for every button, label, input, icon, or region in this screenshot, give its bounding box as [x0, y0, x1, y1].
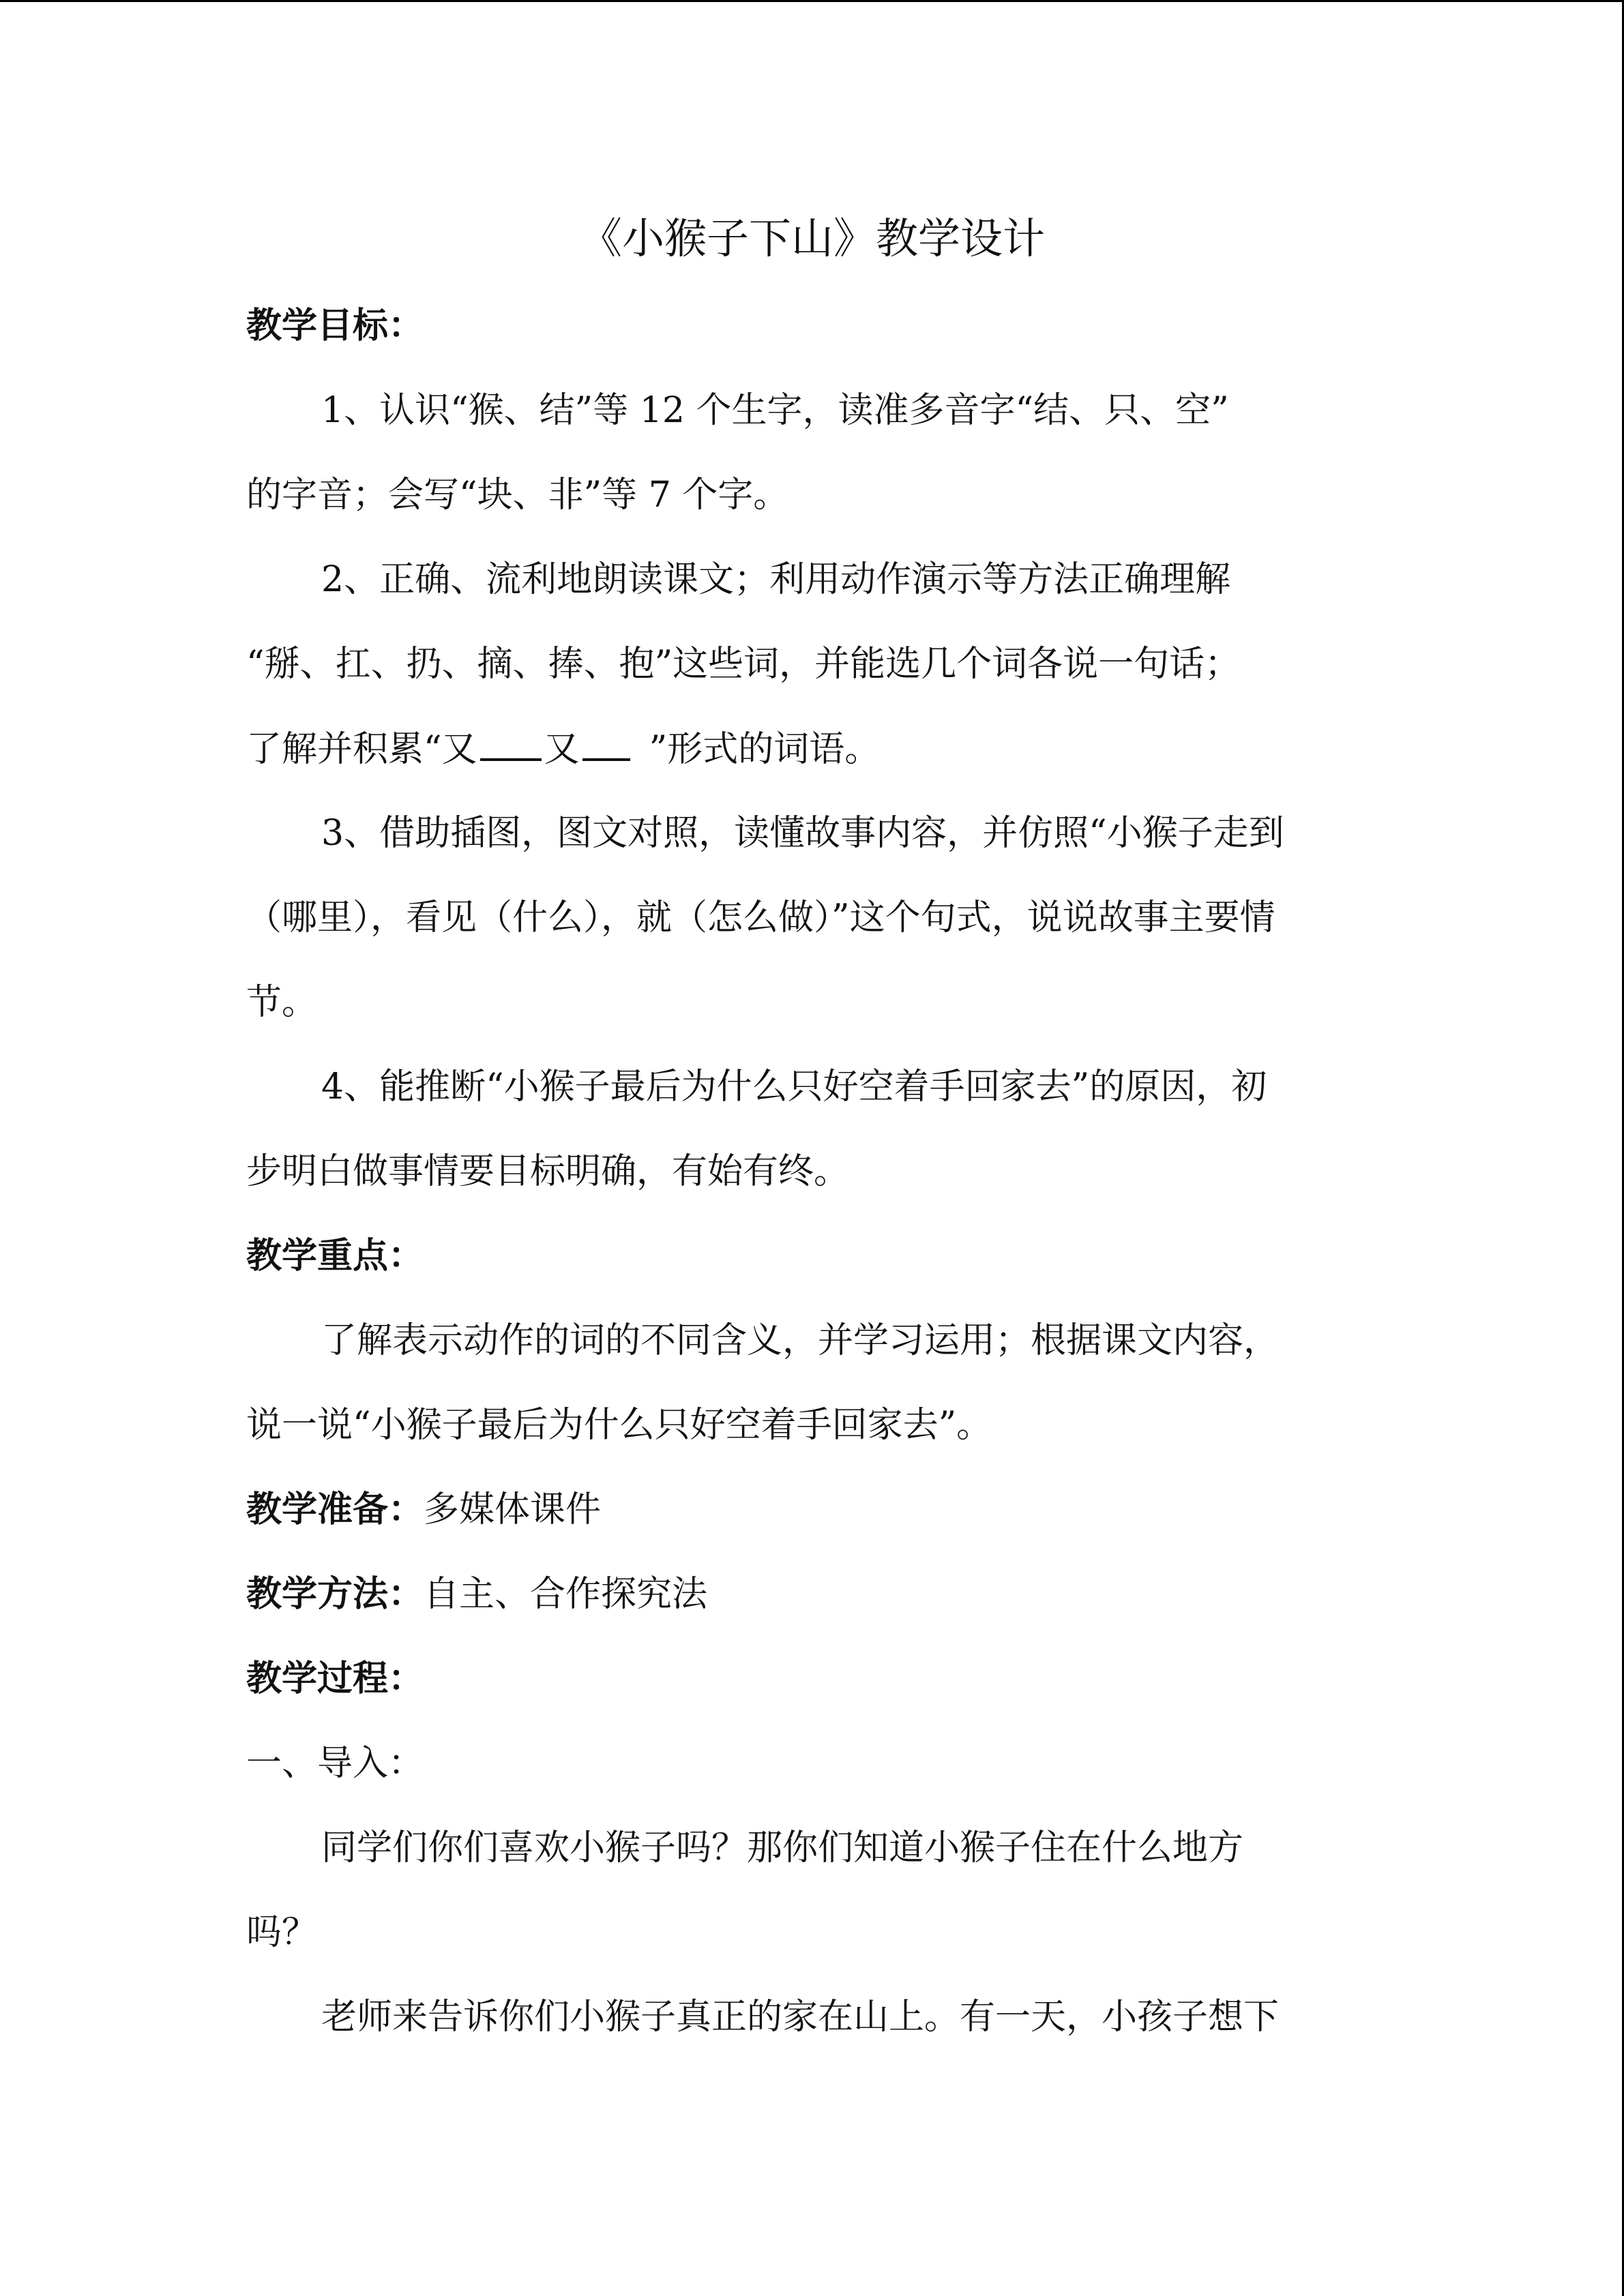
key-points-line-2: 说一说“小猴子最后为什么只好空着手回家去”。 [246, 1405, 992, 1446]
goal-1-line-2: 的字音；会写“块、非”等 7 个字。 [246, 475, 789, 516]
fill-blank-2 [582, 728, 630, 761]
goal-2-line-1: 2、正确、流利地朗读课文；利用动作演示等方法正确理解 [321, 559, 1231, 600]
goal-4-line-2: 步明白做事情要目标明确，有始有终。 [246, 1151, 850, 1192]
goal-2-line-3-part-c: ”形式的词语。 [649, 729, 881, 770]
goal-2-line-3 [246, 728, 880, 770]
goals-heading: 教学目标： [246, 305, 424, 346]
goal-3-line-3: 节。 [246, 982, 318, 1023]
preparation-value: 多媒体课件 [424, 1489, 602, 1530]
method-heading: 教学方法： [246, 1574, 424, 1615]
goal-3-line-1: 3、借助插图，图文对照，读懂故事内容，并仿照“小猴子走到 [321, 813, 1284, 854]
preparation-row [246, 1489, 601, 1530]
intro-para-1-line-2: 吗？ [246, 1912, 318, 1953]
goal-4-line-1: 4、能推断“小猴子最后为什么只好空着手回家去”的原因，初 [321, 1067, 1267, 1107]
key-points-line-1: 了解表示动作的词的不同含义，并学习运用；根据课文内容， [321, 1320, 1280, 1361]
page-title: 《小猴子下山》教学设计 [579, 213, 1045, 263]
goal-2-line-3-part-a: 了解并积累“又 [246, 729, 477, 770]
process-heading: 教学过程： [246, 1658, 424, 1699]
method-value: 自主、合作探究法 [424, 1574, 708, 1615]
goal-2-line-3-part-b: 又 [544, 729, 580, 770]
intro-para-2-line-1: 老师来告诉你们小猴子真正的家在山上。有一天，小孩子想下 [321, 1997, 1280, 2038]
key-points-heading: 教学重点： [246, 1236, 424, 1277]
goal-1-line-1: 1、认识“猴、结”等 12 个生字，读准多音字“结、只、空” [321, 390, 1229, 431]
intro-para-1-line-1: 同学们你们喜欢小猴子吗？那你们知道小猴子住在什么地方 [321, 1828, 1244, 1868]
section-1-heading: 一、导入： [246, 1743, 424, 1784]
page-border-top [0, 0, 1624, 2]
goal-2-line-2: “掰、扛、扔、摘、捧、抱”这些词，并能选几个词各说一句话； [246, 644, 1241, 685]
fill-blank-1 [480, 728, 542, 761]
preparation-heading: 教学准备： [246, 1489, 424, 1530]
method-row [246, 1574, 707, 1615]
goal-3-line-2: （哪里），看见（什么），就（怎么做）”这个句式，说说故事主要情 [246, 897, 1275, 938]
